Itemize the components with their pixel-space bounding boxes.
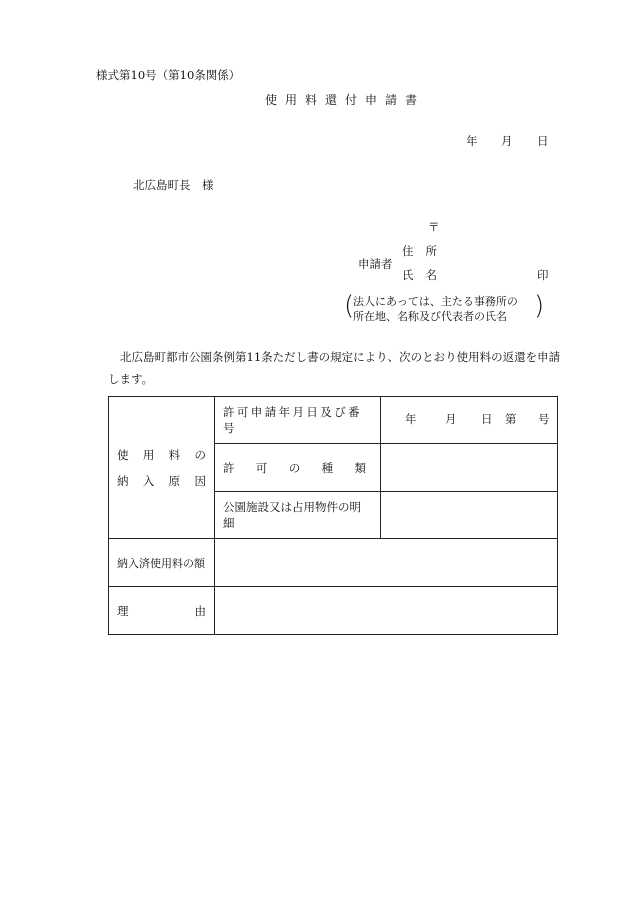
reason-label: 理 由: [109, 587, 215, 635]
reason-field[interactable]: [215, 587, 558, 635]
name-label: 氏名: [402, 268, 449, 282]
body-text-line1: 北広島町都市公園条例第11条ただし書の規定により、次のとおり使用料の返還を申請: [120, 350, 561, 364]
permit-type-label: 許 可 の 種 類: [215, 444, 381, 492]
permit-type-field[interactable]: [381, 444, 558, 492]
date-year: 年: [466, 134, 478, 148]
applicant-note-line2: 所在地、名称及び代表者の氏名: [353, 310, 507, 323]
applicant-note-line1: 法人にあっては、主たる事務所の: [353, 295, 518, 308]
date-month: 月: [501, 134, 513, 148]
seal-mark: 印: [537, 268, 549, 282]
permit-date-number-field[interactable]: 年 月 日 第 号: [381, 397, 558, 444]
refund-form-table: [108, 396, 558, 635]
paid-amount-field[interactable]: [215, 539, 558, 587]
facility-details-field[interactable]: [381, 492, 558, 539]
document-title: 使用料還付申請書: [265, 93, 426, 107]
address-label: 住所: [402, 244, 449, 258]
addressee: 北広島町長 様: [133, 178, 214, 192]
right-paren-icon: ): [534, 291, 545, 321]
payment-reason-header: 使 用 料 の 納 入 原 因: [109, 397, 215, 539]
applicant-label: 申請者: [358, 257, 393, 271]
facility-details-label: 公園施設又は占用物件の明細: [215, 492, 381, 539]
paid-amount-label: 納入済使用料の額: [109, 539, 215, 587]
body-text-line2: します。: [108, 372, 154, 386]
postal-mark: 〒: [428, 220, 440, 234]
form-number: 様式第10号（第10条関係）: [96, 68, 241, 82]
left-paren-icon: (: [344, 291, 355, 321]
permit-date-number-label: 許可申請年月日及び番号: [215, 397, 381, 444]
date-day: 日: [537, 134, 549, 148]
